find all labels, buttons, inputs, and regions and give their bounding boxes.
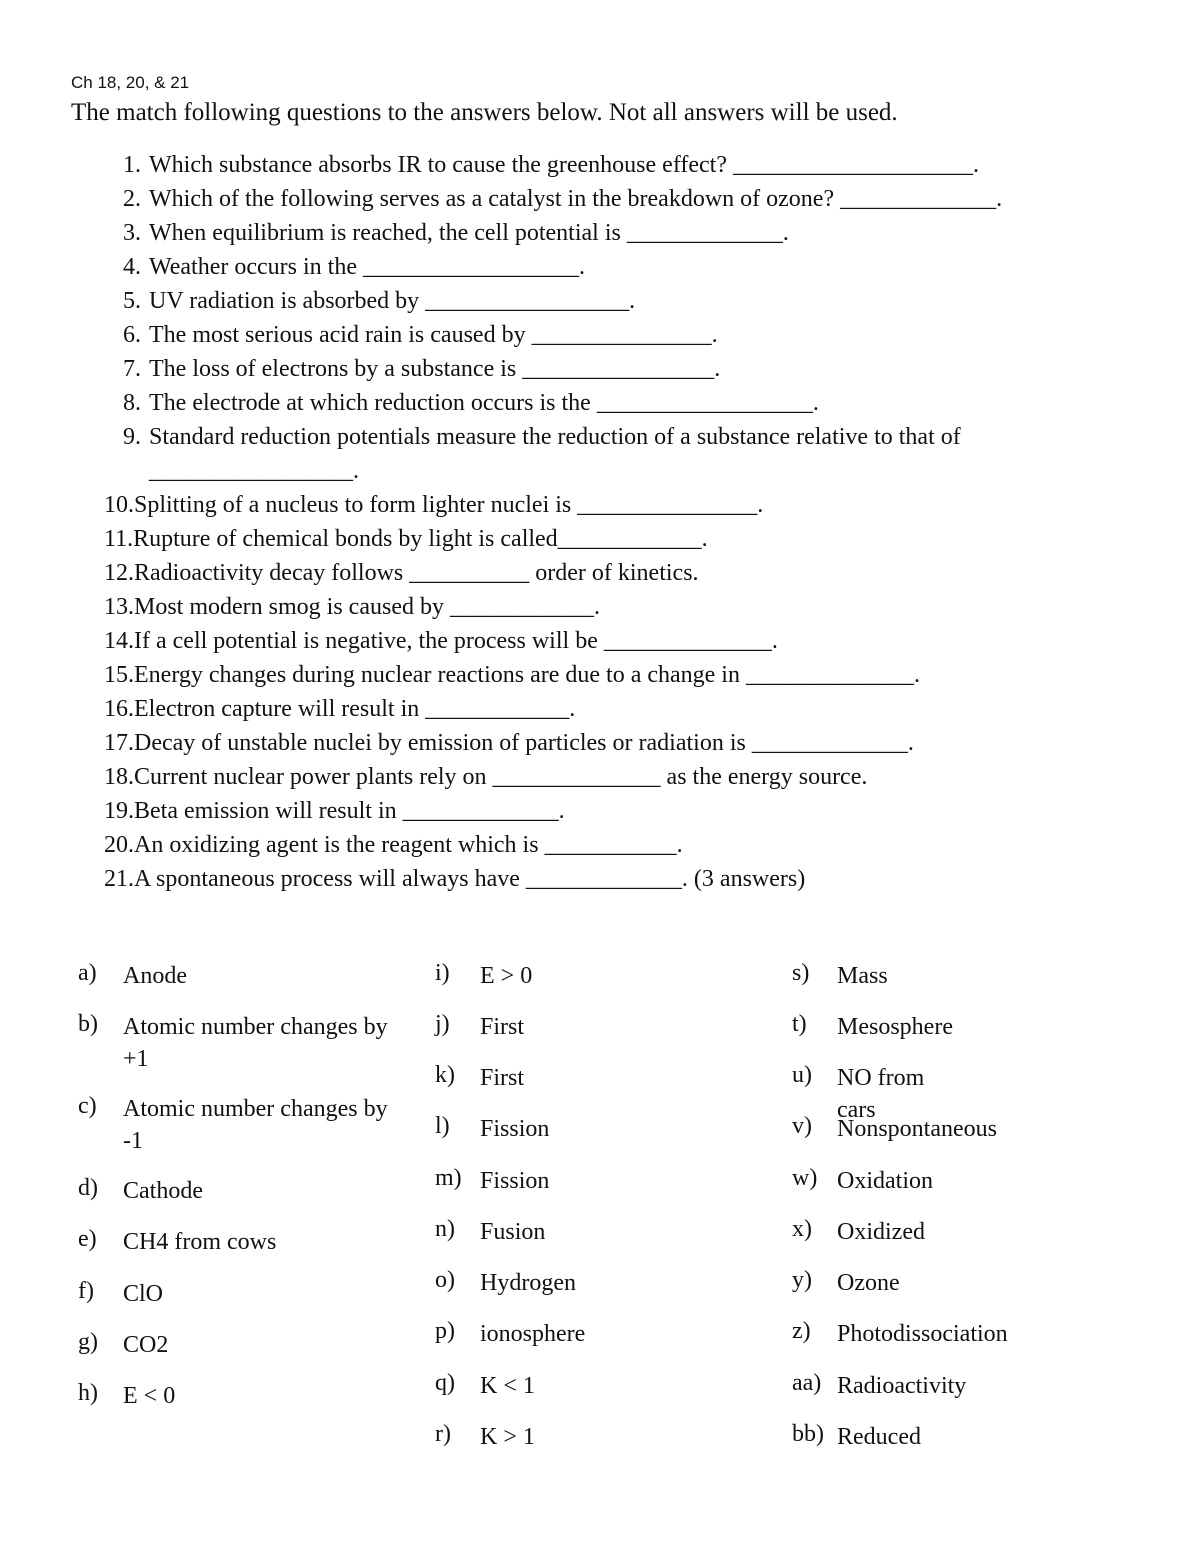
question-number: 17.	[104, 730, 134, 756]
answer-letter: x)	[792, 1216, 812, 1242]
question-number: 15.	[104, 662, 134, 688]
answer-text: ClO	[123, 1281, 164, 1307]
answer-item	[435, 1113, 549, 1145]
answer-text: NO from cars	[837, 1065, 925, 1123]
question-text: UV radiation is absorbed by _________________.	[149, 288, 636, 314]
question-item	[104, 828, 1144, 862]
answer-text: Nonspontaneous	[837, 1116, 997, 1142]
question-item	[104, 386, 1144, 420]
question-number: 7.	[123, 356, 141, 382]
answer-letter: m)	[435, 1165, 462, 1191]
question-text: Current nuclear power plants rely on ______________ as the energy source.	[134, 764, 868, 790]
answer-item	[78, 1011, 398, 1075]
question-list	[104, 148, 1144, 896]
answer-item	[792, 1011, 953, 1043]
answer-letter: t)	[792, 1011, 807, 1037]
answer-item	[792, 1113, 997, 1145]
question-number: 2.	[123, 186, 141, 212]
answer-text: CO2	[123, 1332, 169, 1358]
answer-letter: h)	[78, 1380, 98, 1406]
question-text: An oxidizing agent is the reagent which is ___________.	[134, 832, 683, 858]
answer-item	[435, 1216, 545, 1248]
question-item	[104, 590, 1144, 624]
answer-item	[435, 1062, 524, 1094]
answer-letter: r)	[435, 1421, 451, 1447]
answer-letter: q)	[435, 1370, 455, 1396]
answer-item	[78, 1226, 398, 1258]
question-text: The most serious acid rain is caused by _______________.	[149, 322, 718, 348]
question-number: 8.	[123, 390, 141, 416]
question-text: When equilibrium is reached, the cell potential is _____________.	[149, 220, 789, 246]
question-number: 12.	[104, 560, 134, 586]
question-text: Weather occurs in the __________________.	[149, 254, 585, 280]
question-text: Most modern smog is caused by ____________.	[134, 594, 600, 620]
answer-item	[792, 1267, 900, 1299]
question-number: 16.	[104, 696, 134, 722]
answer-item	[78, 1380, 398, 1412]
answer-letter: d)	[78, 1175, 98, 1201]
question-number: 13.	[104, 594, 134, 620]
answer-item	[435, 1421, 535, 1453]
question-item	[104, 862, 1144, 896]
question-text: The loss of electrons by a substance is ________________.	[149, 356, 721, 382]
answer-letter: e)	[78, 1226, 97, 1252]
answer-item	[435, 1267, 576, 1299]
question-item	[104, 726, 1144, 760]
answer-item	[78, 1175, 398, 1207]
answer-letter: j)	[435, 1011, 450, 1037]
answer-text: Anode	[123, 963, 187, 989]
answer-item	[435, 1370, 535, 1402]
question-item	[104, 692, 1144, 726]
answer-text: K > 1	[480, 1424, 535, 1450]
answer-letter: i)	[435, 960, 450, 986]
question-item	[104, 352, 1144, 386]
answer-text: ionosphere	[480, 1321, 586, 1347]
answer-item	[792, 1318, 1008, 1350]
question-item	[104, 284, 1144, 318]
question-number: 14.	[104, 628, 134, 654]
answer-letter: y)	[792, 1267, 812, 1293]
question-item	[104, 148, 1144, 182]
answer-text: Radioactivity	[837, 1373, 967, 1399]
answer-text: Atomic number changes by +1	[123, 1014, 388, 1072]
answer-text: Atomic number changes by -1	[123, 1096, 388, 1154]
question-number: 20.	[104, 832, 134, 858]
answer-item	[792, 1165, 933, 1197]
question-item	[104, 658, 1144, 692]
answer-letter: o)	[435, 1267, 455, 1293]
answer-text: Oxidation	[837, 1168, 933, 1194]
answer-text: Fission	[480, 1116, 550, 1142]
answer-item	[435, 1165, 549, 1197]
question-number: 1.	[123, 152, 141, 178]
answer-text: Mesosphere	[837, 1014, 953, 1040]
answer-letter: p)	[435, 1318, 455, 1344]
answer-letter: b)	[78, 1011, 98, 1037]
question-text: Beta emission will result in _____________.	[134, 798, 565, 824]
question-number: 4.	[123, 254, 141, 280]
question-item	[104, 318, 1144, 352]
question-number: 6.	[123, 322, 141, 348]
question-text: Decay of unstable nuclei by emission of particles or radiation is _____________.	[134, 730, 914, 756]
answer-letter: w)	[792, 1165, 818, 1191]
question-number: 18.	[104, 764, 134, 790]
answer-letter: c)	[78, 1093, 97, 1119]
answer-letter: bb)	[792, 1421, 824, 1447]
question-number: 5.	[123, 288, 141, 314]
question-number: 21.	[104, 866, 134, 892]
answer-item	[435, 1011, 524, 1043]
question-text: Rupture of chemical bonds by light is called____________.	[133, 526, 708, 552]
question-item	[104, 794, 1144, 828]
instructions: The match following questions to the answers below. Not all answers will be used.	[71, 99, 898, 126]
answer-text: First	[480, 1014, 525, 1040]
answer-text: Fission	[480, 1168, 550, 1194]
question-item	[104, 216, 1144, 250]
question-text: The electrode at which reduction occurs is the __________________.	[149, 390, 819, 416]
question-number: 10.	[104, 492, 134, 518]
question-text: Which substance absorbs IR to cause the greenhouse effect? ____________________.	[149, 152, 980, 178]
question-number: 9.	[123, 424, 141, 450]
answer-text: Fusion	[480, 1219, 546, 1245]
answer-letter: v)	[792, 1113, 812, 1139]
answer-text: E < 0	[123, 1383, 176, 1409]
question-text: Electron capture will result in ____________.	[134, 696, 576, 722]
question-number: 19.	[104, 798, 134, 824]
answer-letter: aa)	[792, 1370, 822, 1396]
question-text: Which of the following serves as a catalyst in the breakdown of ozone? _____________.	[149, 186, 1003, 212]
answer-item	[792, 1216, 925, 1248]
question-item	[104, 250, 1144, 284]
question-number: 3.	[123, 220, 141, 246]
question-item	[104, 182, 1144, 216]
answer-letter: s)	[792, 960, 810, 986]
question-item	[104, 420, 1104, 488]
question-item	[104, 556, 1144, 590]
question-number: 11.	[104, 526, 134, 552]
answer-letter: g)	[78, 1329, 98, 1355]
question-text: A spontaneous process will always have _____________. (3 answers)	[134, 866, 806, 892]
answer-item	[792, 1370, 966, 1402]
question-item	[104, 522, 1144, 556]
answer-text: Reduced	[837, 1424, 921, 1450]
answer-letter: n)	[435, 1216, 455, 1242]
answer-item	[78, 1278, 398, 1310]
answer-text: E > 0	[480, 963, 533, 989]
answer-text: Mass	[837, 963, 888, 989]
answer-letter: a)	[78, 960, 97, 986]
question-item	[104, 488, 1144, 522]
answer-item	[78, 1329, 398, 1361]
answer-letter: z)	[792, 1318, 811, 1344]
answer-text: Hydrogen	[480, 1270, 576, 1296]
question-text: Splitting of a nucleus to form lighter nuclei is _______________.	[134, 492, 764, 518]
question-item	[104, 760, 1144, 794]
answer-item	[792, 1421, 921, 1453]
answer-letter: k)	[435, 1062, 455, 1088]
answer-letter: u)	[792, 1062, 812, 1088]
question-text: Energy changes during nuclear reactions are due to a change in ______________.	[134, 662, 920, 688]
answer-letter: l)	[435, 1113, 450, 1139]
answer-text: CH4 from cows	[123, 1229, 277, 1255]
answer-text: Photodissociation	[837, 1321, 1008, 1347]
answer-item	[435, 1318, 585, 1350]
worksheet-header: Ch 18, 20, & 21	[71, 73, 190, 92]
question-text: Radioactivity decay follows __________ order of kinetics.	[134, 560, 699, 586]
answer-text: Ozone	[837, 1270, 900, 1296]
question-text: If a cell potential is negative, the process will be ______________.	[134, 628, 778, 654]
question-item	[104, 624, 1144, 658]
answer-item	[435, 960, 533, 992]
answer-item	[792, 960, 888, 992]
answer-item	[78, 960, 398, 992]
answer-text: Oxidized	[837, 1219, 925, 1245]
answer-text: Cathode	[123, 1178, 203, 1204]
answer-text: First	[480, 1065, 525, 1091]
answer-item	[78, 1093, 398, 1157]
answer-letter: f)	[78, 1278, 94, 1304]
question-text: Standard reduction potentials measure the reduction of a substance relative to that of _________________.	[149, 424, 961, 484]
answer-text: K < 1	[480, 1373, 535, 1399]
